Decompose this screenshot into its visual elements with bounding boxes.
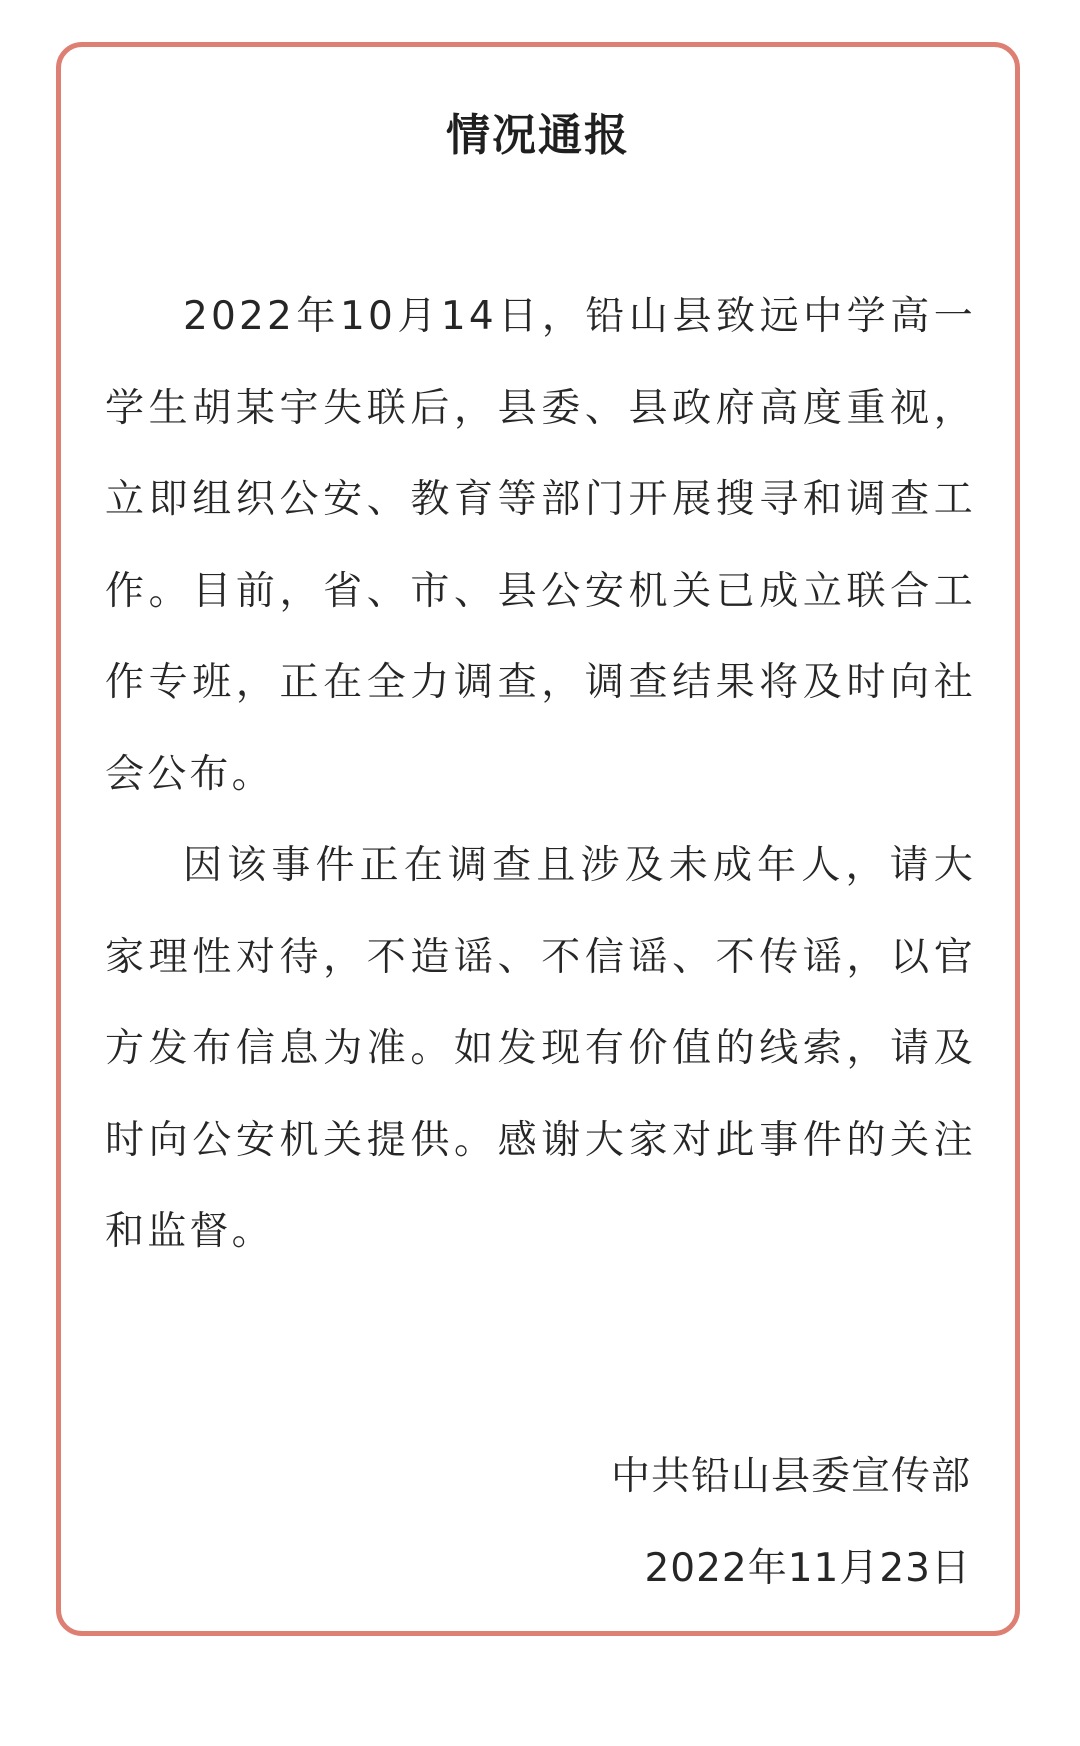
notice-card (56, 42, 1020, 1636)
signature-block (611, 1431, 971, 1615)
notice-paragraph-1: 2022年10月14日，铅山县致远中学高一学生胡某宇失联后，县委、县政府高度重视，立即组织公安、教育等部门开展搜寻和调查工作。目前，省、市、县公安机关已成立联合工作专班，正在全力调查，调查结果将及时向社会公布。 (105, 294, 976, 797)
issuer-name: 中共铅山县委宣传部 (610, 1454, 971, 1499)
notice-title: 情况通报 (446, 110, 630, 161)
issue-date: 2022年11月23日 (644, 1546, 971, 1591)
notice-body (105, 271, 976, 1278)
notice-paragraph-2: 因该事件正在调查且涉及未成年人，请大家理性对待，不造谣、不信谣、不传谣，以官方发布信息为准。如发现有价值的线索，请及时向公安机关提供。感谢大家对此事件的关注和监督。 (105, 843, 976, 1254)
